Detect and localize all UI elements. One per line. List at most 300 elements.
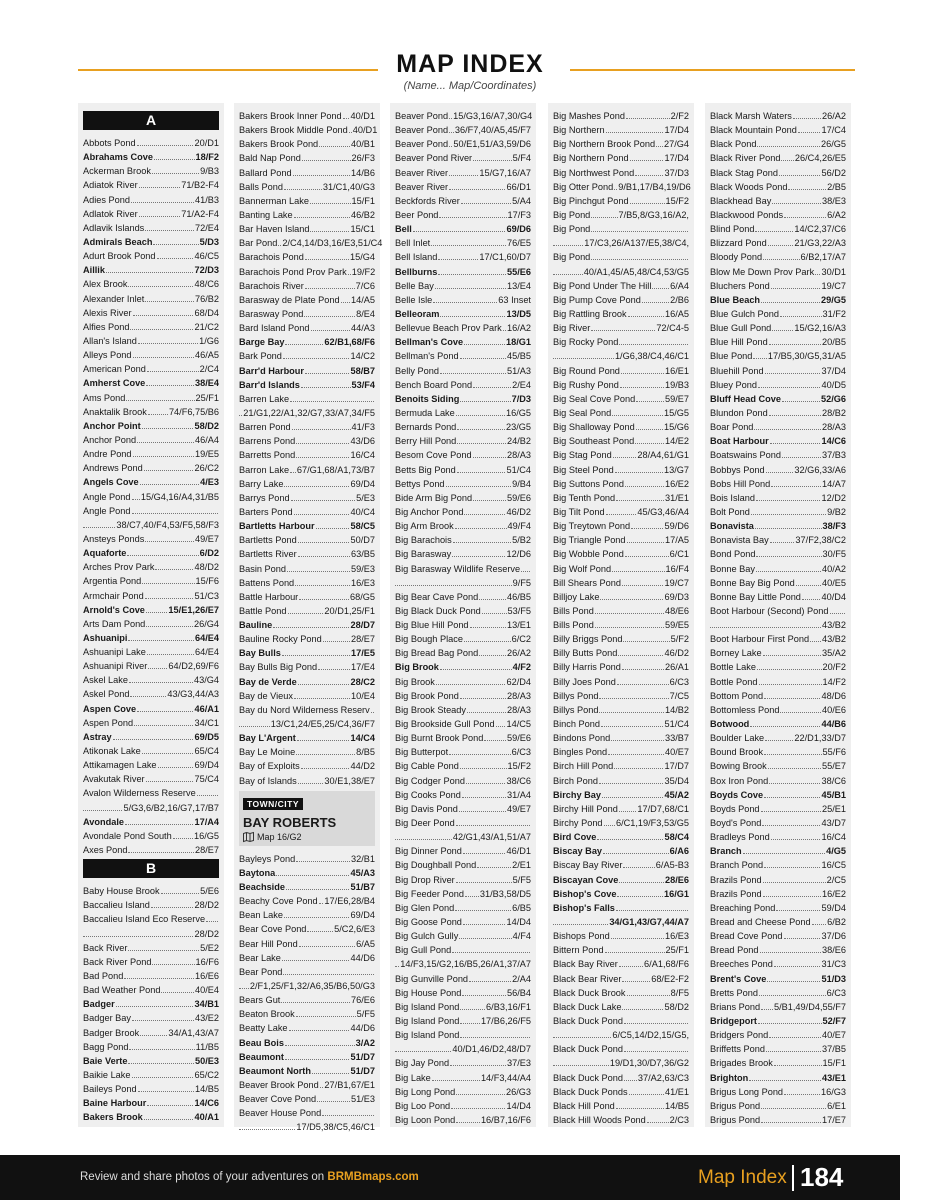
index-entry[interactable] bbox=[710, 491, 846, 505]
index-entry[interactable] bbox=[239, 1050, 375, 1064]
index-entry[interactable] bbox=[710, 293, 846, 307]
index-entry[interactable] bbox=[239, 392, 375, 406]
index-entry[interactable] bbox=[239, 880, 375, 894]
index-entry[interactable] bbox=[83, 884, 219, 898]
index-entry[interactable] bbox=[710, 137, 846, 151]
index-entry[interactable] bbox=[710, 1099, 846, 1113]
index-entry[interactable] bbox=[239, 703, 375, 717]
index-entry[interactable] bbox=[83, 983, 219, 997]
index-entry[interactable] bbox=[83, 843, 219, 857]
index-entry[interactable] bbox=[239, 250, 375, 264]
index-entry[interactable] bbox=[710, 151, 846, 165]
index-entry[interactable] bbox=[395, 491, 531, 505]
index-entry[interactable] bbox=[239, 265, 375, 279]
index-entry[interactable] bbox=[395, 1028, 531, 1042]
index-entry[interactable] bbox=[239, 349, 375, 363]
index-entry[interactable] bbox=[395, 1071, 531, 1085]
index-entry[interactable] bbox=[710, 265, 846, 279]
index-entry[interactable] bbox=[83, 235, 219, 249]
index-entry[interactable] bbox=[395, 477, 531, 491]
index-entry[interactable] bbox=[395, 265, 531, 279]
index-entry[interactable] bbox=[395, 420, 531, 434]
index-entry[interactable] bbox=[710, 1085, 846, 1099]
index-entry[interactable] bbox=[83, 178, 219, 192]
index-entry[interactable] bbox=[83, 348, 219, 362]
index-entry[interactable] bbox=[553, 250, 689, 264]
index-entry[interactable] bbox=[395, 547, 531, 561]
index-entry[interactable] bbox=[710, 180, 846, 194]
index-entry[interactable] bbox=[239, 618, 375, 632]
index-entry[interactable] bbox=[553, 604, 689, 618]
index-entry[interactable] bbox=[710, 830, 846, 844]
index-entry[interactable] bbox=[395, 463, 531, 477]
index-entry[interactable] bbox=[395, 137, 531, 151]
index-entry[interactable] bbox=[83, 376, 219, 390]
index-entry[interactable] bbox=[553, 632, 689, 646]
index-entry[interactable] bbox=[83, 306, 219, 320]
index-entry[interactable] bbox=[553, 533, 689, 547]
index-entry[interactable] bbox=[553, 279, 689, 293]
index-entry[interactable] bbox=[83, 475, 219, 489]
index-entry[interactable] bbox=[239, 632, 375, 646]
index-entry[interactable] bbox=[83, 136, 219, 150]
index-entry[interactable] bbox=[395, 109, 531, 123]
index-entry-continuation[interactable] bbox=[553, 1056, 689, 1070]
town-name[interactable]: BAY ROBERTS bbox=[243, 814, 337, 830]
index-entry[interactable] bbox=[553, 123, 689, 137]
index-entry[interactable] bbox=[395, 434, 531, 448]
index-entry-continuation[interactable] bbox=[553, 915, 689, 929]
index-entry[interactable] bbox=[710, 844, 846, 858]
index-entry[interactable] bbox=[395, 222, 531, 236]
index-entry[interactable] bbox=[395, 335, 531, 349]
index-entry[interactable] bbox=[83, 277, 219, 291]
index-entry[interactable] bbox=[83, 574, 219, 588]
index-entry[interactable] bbox=[395, 604, 531, 618]
index-entry[interactable] bbox=[83, 334, 219, 348]
index-entry[interactable] bbox=[239, 533, 375, 547]
index-entry[interactable] bbox=[553, 972, 689, 986]
index-entry[interactable] bbox=[553, 731, 689, 745]
index-entry[interactable] bbox=[553, 830, 689, 844]
index-entry[interactable] bbox=[553, 788, 689, 802]
index-entry[interactable] bbox=[83, 687, 219, 701]
index-entry[interactable] bbox=[553, 137, 689, 151]
index-entry[interactable] bbox=[710, 646, 846, 660]
index-entry[interactable] bbox=[553, 463, 689, 477]
index-entry[interactable] bbox=[553, 519, 689, 533]
index-entry[interactable] bbox=[395, 1085, 531, 1099]
index-entry[interactable] bbox=[553, 1113, 689, 1127]
index-entry-continuation[interactable] bbox=[553, 236, 689, 250]
index-entry[interactable] bbox=[239, 335, 375, 349]
index-entry[interactable] bbox=[710, 986, 846, 1000]
index-entry[interactable] bbox=[239, 236, 383, 250]
index-entry[interactable] bbox=[239, 222, 375, 236]
index-entry[interactable] bbox=[553, 180, 689, 194]
index-entry[interactable] bbox=[83, 447, 219, 461]
index-entry[interactable] bbox=[83, 815, 219, 829]
index-entry[interactable] bbox=[710, 420, 846, 434]
index-entry[interactable] bbox=[239, 293, 375, 307]
index-entry[interactable] bbox=[553, 745, 689, 759]
index-entry[interactable] bbox=[239, 675, 375, 689]
index-entry-continuation[interactable] bbox=[239, 406, 375, 420]
index-entry[interactable] bbox=[83, 645, 219, 659]
index-entry[interactable] bbox=[83, 1110, 219, 1124]
index-entry[interactable] bbox=[83, 164, 219, 178]
index-entry[interactable] bbox=[710, 858, 846, 872]
index-entry[interactable] bbox=[553, 1071, 689, 1085]
index-entry[interactable] bbox=[710, 576, 846, 590]
index-entry[interactable] bbox=[553, 802, 689, 816]
index-entry[interactable] bbox=[553, 929, 689, 943]
index-entry[interactable] bbox=[710, 519, 846, 533]
index-entry[interactable] bbox=[710, 915, 846, 929]
index-entry[interactable] bbox=[83, 744, 219, 758]
index-entry[interactable] bbox=[710, 1014, 846, 1028]
index-entry[interactable] bbox=[553, 420, 689, 434]
index-entry[interactable] bbox=[83, 631, 219, 645]
index-entry[interactable] bbox=[553, 816, 689, 830]
index-entry[interactable] bbox=[395, 194, 531, 208]
index-entry[interactable] bbox=[83, 730, 219, 744]
index-entry[interactable] bbox=[83, 786, 219, 800]
index-entry[interactable] bbox=[239, 151, 375, 165]
index-entry[interactable] bbox=[83, 589, 219, 603]
index-entry[interactable] bbox=[553, 646, 689, 660]
index-entry[interactable] bbox=[553, 194, 689, 208]
index-entry[interactable] bbox=[83, 1040, 219, 1054]
town-map-ref[interactable] bbox=[243, 832, 371, 842]
index-entry[interactable] bbox=[239, 194, 375, 208]
index-entry[interactable] bbox=[395, 844, 531, 858]
index-entry[interactable] bbox=[239, 463, 375, 477]
index-entry[interactable] bbox=[710, 1042, 846, 1056]
index-entry[interactable] bbox=[710, 349, 846, 363]
index-entry[interactable] bbox=[553, 1099, 689, 1113]
index-entry[interactable] bbox=[710, 562, 846, 576]
index-entry[interactable] bbox=[395, 533, 531, 547]
index-entry[interactable] bbox=[710, 675, 846, 689]
index-entry[interactable] bbox=[710, 208, 846, 222]
index-entry[interactable] bbox=[395, 406, 531, 420]
index-entry[interactable] bbox=[239, 646, 375, 660]
index-entry[interactable] bbox=[710, 378, 846, 392]
index-entry[interactable] bbox=[553, 392, 689, 406]
index-entry[interactable] bbox=[395, 929, 531, 943]
index-entry[interactable] bbox=[710, 759, 846, 773]
index-entry[interactable] bbox=[239, 965, 375, 979]
website-link[interactable]: BRMBmaps.com bbox=[327, 1171, 419, 1183]
index-entry[interactable] bbox=[395, 759, 531, 773]
index-entry[interactable] bbox=[553, 321, 689, 335]
index-entry[interactable] bbox=[395, 618, 531, 632]
index-entry[interactable] bbox=[395, 364, 531, 378]
index-entry[interactable] bbox=[710, 448, 846, 462]
index-entry[interactable] bbox=[239, 109, 375, 123]
index-entry-continuation[interactable] bbox=[395, 957, 531, 971]
index-entry[interactable] bbox=[239, 731, 375, 745]
index-entry[interactable] bbox=[395, 279, 531, 293]
index-entry[interactable] bbox=[553, 109, 689, 123]
index-entry[interactable] bbox=[83, 1068, 219, 1082]
index-entry[interactable] bbox=[83, 362, 219, 376]
index-entry[interactable] bbox=[710, 887, 846, 901]
index-entry[interactable] bbox=[553, 901, 689, 915]
index-entry[interactable] bbox=[553, 660, 689, 674]
index-entry[interactable] bbox=[553, 406, 689, 420]
index-entry[interactable] bbox=[239, 1007, 375, 1021]
index-entry[interactable] bbox=[553, 1085, 689, 1099]
index-entry[interactable] bbox=[710, 533, 846, 547]
index-entry[interactable] bbox=[395, 689, 531, 703]
index-entry[interactable] bbox=[395, 802, 531, 816]
index-entry-continuation[interactable] bbox=[83, 518, 219, 532]
index-entry[interactable] bbox=[553, 378, 689, 392]
index-entry[interactable] bbox=[83, 898, 219, 912]
index-entry[interactable] bbox=[395, 703, 531, 717]
index-entry[interactable] bbox=[395, 448, 531, 462]
index-entry[interactable] bbox=[395, 1014, 531, 1028]
index-entry[interactable] bbox=[710, 873, 846, 887]
index-entry-continuation[interactable] bbox=[553, 265, 689, 279]
index-entry[interactable] bbox=[553, 986, 689, 1000]
index-entry[interactable] bbox=[83, 673, 219, 687]
index-entry-continuation[interactable] bbox=[83, 927, 219, 941]
index-entry[interactable] bbox=[710, 279, 846, 293]
index-entry[interactable] bbox=[239, 1064, 375, 1078]
index-entry[interactable] bbox=[553, 618, 689, 632]
index-entry[interactable] bbox=[395, 1056, 531, 1070]
index-entry[interactable] bbox=[83, 546, 219, 560]
index-entry[interactable] bbox=[395, 745, 531, 759]
index-entry[interactable] bbox=[395, 180, 531, 194]
index-entry[interactable] bbox=[239, 307, 375, 321]
index-entry[interactable] bbox=[239, 937, 375, 951]
index-entry[interactable] bbox=[83, 292, 219, 306]
index-entry[interactable] bbox=[83, 702, 219, 716]
index-entry[interactable] bbox=[710, 434, 846, 448]
index-entry[interactable] bbox=[83, 433, 219, 447]
index-entry-continuation[interactable] bbox=[395, 1042, 531, 1056]
index-entry[interactable] bbox=[553, 1042, 689, 1056]
index-entry[interactable] bbox=[395, 887, 531, 901]
index-entry[interactable] bbox=[395, 788, 531, 802]
index-entry[interactable] bbox=[710, 774, 846, 788]
index-entry[interactable] bbox=[395, 590, 531, 604]
index-entry[interactable] bbox=[395, 972, 531, 986]
index-entry[interactable] bbox=[83, 1082, 219, 1096]
index-entry-continuation[interactable] bbox=[239, 979, 375, 993]
index-entry[interactable] bbox=[710, 477, 846, 491]
index-entry[interactable] bbox=[553, 166, 689, 180]
index-entry[interactable] bbox=[395, 816, 531, 830]
index-entry[interactable] bbox=[239, 689, 375, 703]
index-entry[interactable] bbox=[395, 717, 531, 731]
index-entry[interactable] bbox=[553, 774, 689, 788]
index-entry[interactable] bbox=[395, 505, 531, 519]
index-entry[interactable] bbox=[239, 434, 375, 448]
index-entry[interactable] bbox=[553, 364, 689, 378]
index-entry[interactable] bbox=[710, 1071, 846, 1085]
index-entry[interactable] bbox=[239, 166, 375, 180]
index-entry[interactable] bbox=[239, 364, 375, 378]
index-entry[interactable] bbox=[553, 675, 689, 689]
index-entry[interactable] bbox=[239, 576, 375, 590]
index-entry[interactable] bbox=[239, 908, 375, 922]
index-entry[interactable] bbox=[710, 689, 846, 703]
index-entry[interactable] bbox=[239, 547, 375, 561]
index-entry[interactable] bbox=[239, 1078, 375, 1092]
index-entry[interactable] bbox=[710, 957, 846, 971]
index-entry-continuation[interactable] bbox=[395, 830, 531, 844]
index-entry[interactable] bbox=[395, 378, 531, 392]
index-entry[interactable] bbox=[553, 887, 689, 901]
index-entry[interactable] bbox=[395, 562, 531, 576]
index-entry[interactable] bbox=[239, 420, 375, 434]
index-entry[interactable] bbox=[83, 829, 219, 843]
index-entry[interactable] bbox=[83, 955, 219, 969]
index-entry[interactable] bbox=[395, 349, 531, 363]
index-entry[interactable] bbox=[553, 717, 689, 731]
index-entry[interactable] bbox=[395, 675, 531, 689]
index-entry[interactable] bbox=[553, 208, 689, 222]
index-entry[interactable] bbox=[83, 659, 219, 673]
index-entry[interactable] bbox=[239, 745, 375, 759]
index-entry[interactable] bbox=[239, 180, 375, 194]
index-entry-continuation[interactable] bbox=[553, 1028, 689, 1042]
index-entry[interactable] bbox=[83, 461, 219, 475]
index-entry[interactable] bbox=[83, 504, 219, 518]
index-entry[interactable] bbox=[710, 802, 846, 816]
index-entry[interactable] bbox=[395, 250, 531, 264]
index-entry[interactable] bbox=[710, 222, 846, 236]
index-entry[interactable] bbox=[239, 137, 375, 151]
index-entry[interactable] bbox=[83, 221, 219, 235]
index-entry[interactable] bbox=[83, 391, 219, 405]
index-entry[interactable] bbox=[395, 151, 531, 165]
index-entry[interactable] bbox=[710, 505, 846, 519]
index-entry[interactable] bbox=[239, 1106, 375, 1120]
index-entry[interactable] bbox=[553, 844, 689, 858]
index-entry[interactable] bbox=[553, 1000, 689, 1014]
index-entry[interactable] bbox=[710, 123, 846, 137]
index-entry[interactable] bbox=[239, 604, 375, 618]
index-entry[interactable] bbox=[83, 1096, 219, 1110]
index-entry[interactable] bbox=[553, 590, 689, 604]
index-entry[interactable] bbox=[395, 646, 531, 660]
index-entry[interactable] bbox=[710, 406, 846, 420]
index-entry[interactable] bbox=[710, 731, 846, 745]
index-entry[interactable] bbox=[83, 617, 219, 631]
index-entry[interactable] bbox=[83, 969, 219, 983]
index-entry[interactable] bbox=[239, 866, 375, 880]
index-entry[interactable] bbox=[239, 123, 378, 137]
index-entry[interactable] bbox=[239, 660, 375, 674]
index-entry[interactable] bbox=[395, 166, 531, 180]
index-entry[interactable] bbox=[239, 491, 375, 505]
index-entry[interactable] bbox=[239, 321, 375, 335]
index-entry[interactable] bbox=[395, 774, 531, 788]
index-entry[interactable] bbox=[710, 943, 846, 957]
index-entry[interactable] bbox=[710, 816, 846, 830]
index-entry[interactable] bbox=[710, 901, 846, 915]
index-entry[interactable] bbox=[239, 852, 375, 866]
index-entry[interactable] bbox=[239, 951, 375, 965]
index-entry[interactable] bbox=[83, 320, 219, 334]
index-entry-continuation[interactable] bbox=[553, 349, 689, 363]
index-entry[interactable] bbox=[395, 632, 531, 646]
index-entry[interactable] bbox=[239, 505, 375, 519]
index-entry[interactable] bbox=[710, 364, 846, 378]
index-entry[interactable] bbox=[239, 894, 375, 908]
index-entry[interactable] bbox=[395, 392, 531, 406]
index-entry[interactable] bbox=[83, 263, 219, 277]
index-entry[interactable] bbox=[395, 901, 531, 915]
index-entry[interactable] bbox=[553, 222, 689, 236]
index-entry[interactable] bbox=[710, 547, 846, 561]
index-entry[interactable] bbox=[710, 717, 846, 731]
index-entry[interactable] bbox=[553, 759, 689, 773]
index-entry[interactable] bbox=[710, 392, 846, 406]
index-entry[interactable] bbox=[83, 1011, 219, 1025]
index-entry[interactable] bbox=[239, 774, 375, 788]
index-entry[interactable] bbox=[553, 689, 689, 703]
index-entry[interactable] bbox=[710, 463, 846, 477]
index-entry[interactable] bbox=[553, 943, 689, 957]
index-entry[interactable] bbox=[239, 1092, 375, 1106]
index-entry[interactable] bbox=[83, 419, 219, 433]
index-entry[interactable] bbox=[83, 560, 219, 574]
index-entry[interactable] bbox=[83, 150, 219, 164]
index-entry[interactable] bbox=[553, 307, 689, 321]
index-entry[interactable] bbox=[395, 858, 531, 872]
index-entry[interactable] bbox=[395, 873, 531, 887]
index-entry[interactable] bbox=[239, 519, 375, 533]
index-entry[interactable] bbox=[239, 1021, 375, 1035]
index-entry[interactable] bbox=[83, 603, 219, 617]
index-entry[interactable] bbox=[239, 922, 375, 936]
index-entry[interactable] bbox=[710, 194, 846, 208]
index-entry[interactable] bbox=[553, 1014, 689, 1028]
index-entry-continuation[interactable] bbox=[239, 717, 375, 731]
index-entry[interactable] bbox=[239, 562, 375, 576]
index-entry[interactable] bbox=[553, 505, 689, 519]
index-entry[interactable] bbox=[553, 151, 689, 165]
index-entry[interactable] bbox=[239, 378, 375, 392]
index-entry[interactable] bbox=[395, 208, 531, 222]
index-entry[interactable] bbox=[710, 109, 846, 123]
index-entry[interactable] bbox=[83, 490, 219, 504]
index-entry[interactable] bbox=[239, 279, 375, 293]
index-entry-continuation[interactable] bbox=[710, 618, 846, 632]
index-entry[interactable] bbox=[239, 993, 375, 1007]
index-entry[interactable] bbox=[239, 448, 375, 462]
index-entry[interactable] bbox=[710, 1028, 846, 1042]
index-entry[interactable] bbox=[395, 731, 531, 745]
index-entry[interactable] bbox=[710, 745, 846, 759]
index-entry[interactable] bbox=[395, 915, 531, 929]
index-entry[interactable] bbox=[395, 1099, 531, 1113]
index-entry[interactable] bbox=[710, 604, 846, 618]
index-entry[interactable] bbox=[83, 772, 219, 786]
index-entry-continuation[interactable] bbox=[83, 801, 219, 815]
index-entry[interactable] bbox=[395, 236, 531, 250]
index-entry[interactable] bbox=[83, 1054, 219, 1068]
index-entry[interactable] bbox=[239, 477, 375, 491]
index-entry[interactable] bbox=[83, 1026, 219, 1040]
